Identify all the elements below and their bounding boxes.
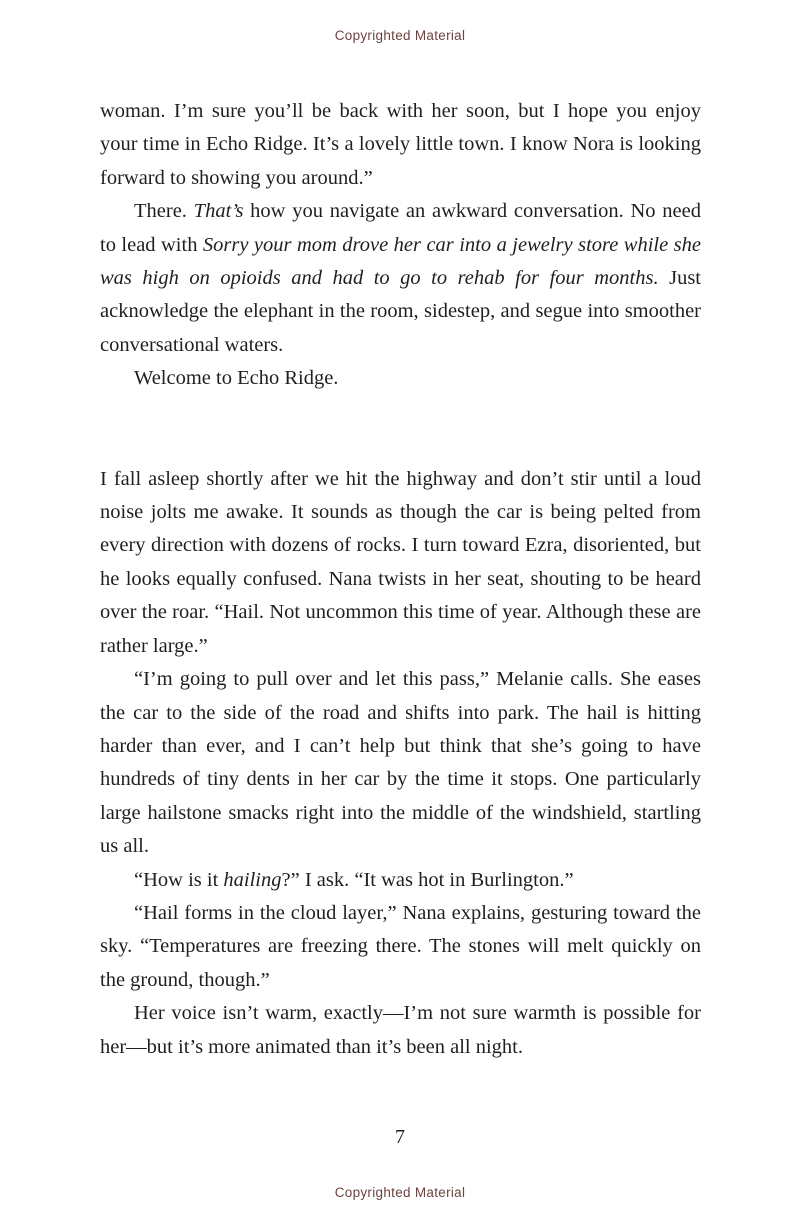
text-segment: I fall asleep shortly after we hit the highway and don’t stir until a loud noise jolts me awake. It sounds as though the car is being pelted from every direction with dozens of rocks. I turn toward Ezra, disoriented, but he looks equally confused. Nana twists in her seat, shouting to be heard over the roar. “Hail. Not uncommon this time of year. Although these are rather large.” bbox=[100, 467, 701, 657]
paragraph-7 bbox=[100, 897, 701, 997]
section-break bbox=[100, 396, 701, 463]
text-segment: Just acknowledge the elephant in the room, sidestep, and segue into smoother conversational waters. bbox=[100, 267, 701, 356]
text-segment: ?” I ask. “It was hot in Burlington.” bbox=[281, 868, 574, 891]
text-segment: “I’m going to pull over and let this pass,” Melanie calls. She eases the car to the side of the road and shifts into park. The hail is hitting harder than ever, and I can’t help but think that she’s going to have hundreds of tiny dents in her car by the time it stops. One particularly large hailstone smacks right into the middle of the windshield, startling us all. bbox=[100, 668, 701, 858]
text-segment: how you navigate an awkward conversation. No need to lead with bbox=[100, 200, 702, 256]
paragraph-1 bbox=[100, 95, 701, 195]
text-segment: woman. I’m sure you’ll be back with her soon, but I hope you enjoy your time in Echo Ridge. It’s a lovely little town. I know Nora is looking forward to showing you around.” bbox=[100, 100, 701, 189]
text-segment: “How is it bbox=[134, 868, 224, 891]
page-number: 7 bbox=[395, 1126, 405, 1148]
paragraph-5 bbox=[100, 663, 701, 863]
text-segment: “Hail forms in the cloud layer,” Nana explains, gesturing toward the sky. “Temperatures are freezing there. The stones will melt quickly on the ground, though.” bbox=[100, 901, 701, 991]
copyright-notice-bottom: Copyrighted Material bbox=[334, 1185, 466, 1200]
text-segment: There. bbox=[134, 200, 194, 223]
paragraph-8 bbox=[100, 997, 701, 1064]
paragraph-3 bbox=[100, 362, 701, 395]
text-segment: Her voice isn’t warm, exactly—I’m not sure warmth is possible for her—but it’s more animated than it’s been all night. bbox=[100, 1002, 701, 1058]
italic-segment: Sorry your mom drove her car into a jewelry store while she was high on opioids and had to go to rehab for four months. bbox=[100, 233, 701, 290]
text-segment: Welcome to Echo Ridge. bbox=[134, 367, 339, 390]
body-text bbox=[100, 95, 701, 1064]
italic-segment: That’s bbox=[193, 200, 244, 223]
copyright-notice-top: Copyrighted Material bbox=[334, 28, 466, 43]
paragraph-4 bbox=[100, 463, 701, 663]
paragraph-6 bbox=[100, 864, 701, 897]
paragraph-2 bbox=[100, 195, 701, 362]
italic-segment: hailing bbox=[223, 868, 282, 891]
